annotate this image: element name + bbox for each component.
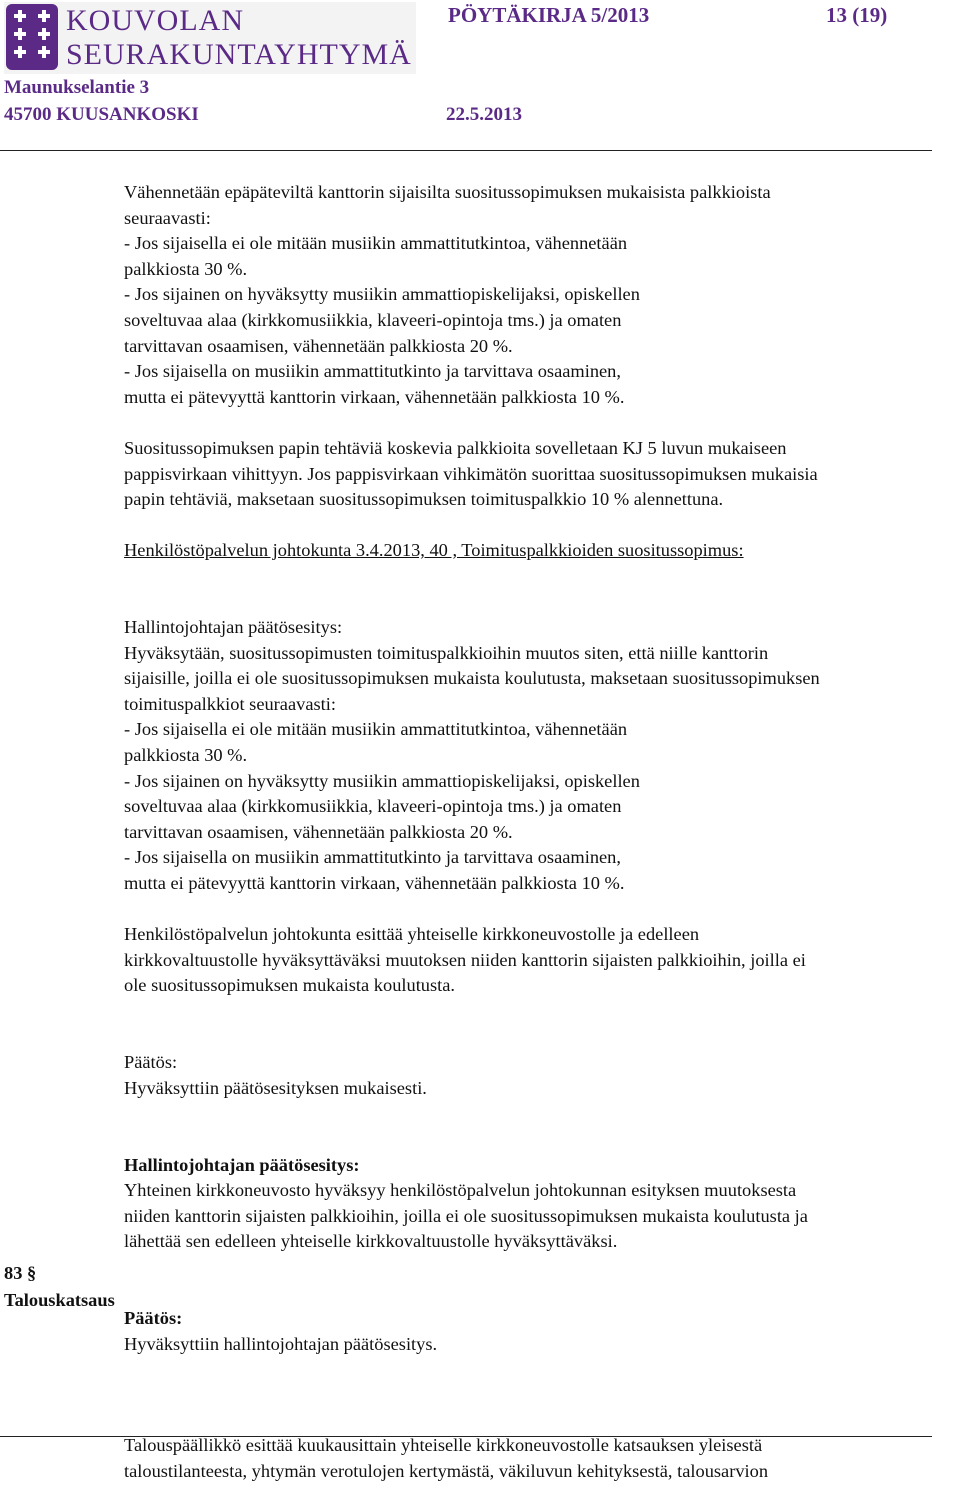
header-divider — [0, 150, 932, 151]
document-title: PÖYTÄKIRJA 5/2013 — [448, 3, 650, 27]
logo-text-line1: KOUVOLAN — [66, 4, 244, 37]
footer-divider — [0, 1436, 932, 1437]
paragraph-financial-review: Talouspäällikkö esittää kuukausittain yhteiselle kirkkoneuvostolle katsauksen yleisestä taloustilanteesta, yhtymän verotulojen kertymästä, väkiluvun kehityksestä, talousarvion — [124, 1435, 769, 1481]
document-body — [124, 180, 960, 1485]
paragraph-decision-1 — [124, 1025, 960, 1102]
proposal-body: Hyväksytään, suositussopimusten toimituspalkkioihin muutos siten, että niille kanttorin sijaisille, joilla ei ole suositussopimuksen mukaista koulutusta, maksetaan suositussopimuksen toimituspalkkiot seuraavasti: - Jos sijaisella ei ole mitään musiikin ammattitutkintoa, vähennetään palkkiosta 30 %. - Jos sijainen on hyväksytty musiikin ammattiopiskelijaksi, opiskellen soveltuvaa alaa (kirkkomusiikkia, klaveeri-opintoja tms.) ja omaten tarvittavan osaamisen, vähennetään palkkiosta 20 %. - Jos sijaisella on musiikin ammattitutkinto ja tarvittava osaaminen, mutta ei pätevyyttä kanttorin virkaan, vähennetään palkkiosta 10 %. — [124, 642, 820, 894]
page-number: 13 (19) — [826, 3, 888, 27]
meeting-date: 22.5.2013 — [446, 104, 522, 125]
address-city: 45700 KUUSANKOSKI — [4, 104, 199, 125]
paragraph-board-reference: Henkilöstöpalvelun johtokunta 3.4.2013, 40 , Toimituspalkkioiden suositussopimus: — [124, 540, 744, 561]
paragraph-decision-2 — [124, 1281, 960, 1358]
decision-1-body: Hyväksyttiin päätösesityksen mukaisesti. — [124, 1077, 427, 1098]
paragraph-priest-fees: Suositussopimuksen papin tehtäviä koskevia palkkioita sovelletaan KJ 5 luvun mukaiseen pappisvirkaan vihittyyn. Jos pappisvirkaan vihkimätön suorittaa suositussopimuksen mukaisia papin tehtäviä, maksetaan suositussopimuksen toimituspalkkio 10 % alennettuna. — [124, 437, 818, 510]
crosses-logo-icon — [6, 4, 58, 70]
paragraph-deductions: Vähennetään epäpäteviltä kanttorin sijaisilta suositussopimuksen mukaisista palkkioista seuraavasti: - Jos sijaisella ei ole mitään musiikin ammattitutkintoa, vähennetään palkkiosta 30 %. - Jos sijainen on hyväksytty musiikin ammattiopiskelijaksi, opiskellen soveltuvaa alaa (kirkkomusiikkia, klaveeri-opintoja tms.) ja omaten tarvittavan osaamisen, vähennetään palkkiosta 20 %. - Jos sijaisella on musiikin ammattitutkinto ja tarvittava osaaminen, mutta ei pätevyyttä kanttorin virkaan, vähennetään palkkiosta 10 %. — [124, 182, 771, 407]
section-label — [4, 1260, 115, 1314]
paragraph-admin-proposal — [124, 1127, 960, 1255]
section-number: 83 § — [4, 1263, 37, 1283]
paragraph-board-proposal: Henkilöstöpalvelun johtokunta esittää yhteiselle kirkkoneuvostolle ja edelleen kirkkovaltuustolle hyväksyttäväksi muutoksen niiden kanttorin sijaisten palkkioihin, joilla ei ole suositussopimuksen mukaista koulutusta. — [124, 924, 806, 996]
organization-logo — [4, 2, 416, 74]
admin-proposal-heading: Hallintojohtajan päätösesitys: — [124, 1154, 360, 1175]
decision-2-body: Hyväksyttiin hallintojohtajan päätösesitys. — [124, 1333, 438, 1354]
decision-1-heading: Päätös: — [124, 1052, 178, 1073]
proposal-heading: Hallintojohtajan päätösesitys: — [124, 617, 343, 638]
paragraph-proposal — [124, 590, 960, 897]
decision-2-heading: Päätös: — [124, 1308, 183, 1329]
section-symbol-icon: § — [27, 1263, 37, 1283]
address-street: Maunukselantie 3 — [4, 77, 150, 98]
section-title: Talouskatsaus — [4, 1290, 115, 1310]
admin-proposal-body: Yhteinen kirkkoneuvosto hyväksyy henkilöstöpalvelun johtokunnan esityksen muutoksesta niiden kanttorin sijaisten palkkioihin, joilla ei ole suositussopimuksen mukaista koulutusta ja lähettää sen edelleen yhteiselle kirkkovaltuustolle hyväksyttäväksi. — [124, 1180, 808, 1252]
logo-text-line2: SEURAKUNTAYHTYMÄ — [66, 38, 412, 71]
